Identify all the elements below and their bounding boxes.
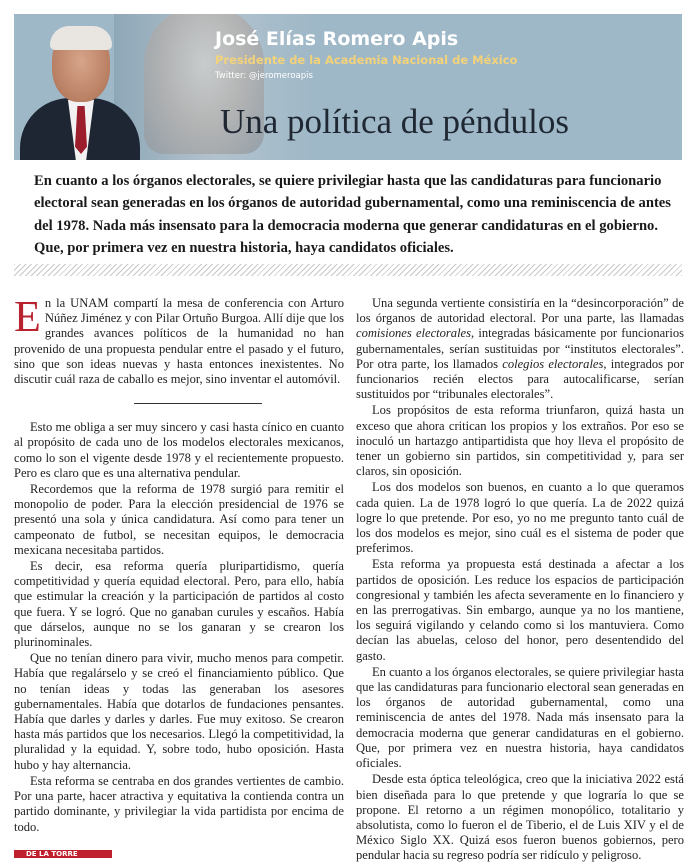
author-twitter-handle: Twitter: @jeromeroapis <box>215 71 313 81</box>
drop-cap: E <box>14 292 41 341</box>
hatch-divider <box>14 264 682 276</box>
paragraph: Desde esta óptica teleológica, creo que la iniciativa 2022 está bien diseñada para lo que pretende y que lograría lo que se propone. El retorno a un régimen monopólico, totalitario y absolutista, como lo fueron el de Tiberio, el de Luis XIV y el de México Siglo XX. Quizá esos fueron buenos gobiernos, pero pendular hacia su regreso podría ser ridículo y peligroso. <box>356 772 684 863</box>
paragraph: Es decir, esa reforma quería pluripartidismo, quería competitividad y quería equidad electoral. Pero, para ello, había que estimular la creación y la participación de partidos al costo que fuera. Y se logró. Que no ganaban curules y escaños. Había que dárselos, aunque no se los ganaran y se crearon los plurinominales. <box>14 559 344 650</box>
section-tag: DE LA TORRE <box>14 850 112 858</box>
paragraph: Esta reforma ya propuesta está destinada a afectar a los partidos de oposición. Les reduce los espacios de participación congresional y también les afecta severamente en lo financiero y en las prerrogativas. Sin embargo, aunque ya no los mantiene, los seguirá vigilando y celando como si los mantuviera. Como decían las abuelas, celoso del honor, pero desentendido del gasto. <box>356 557 684 663</box>
paragraph: Esta reforma se centraba en dos grandes vertientes de cambio. Por una parte, hacer atractiva y equitativa la contienda contra un partido dominante, y privilegiar la vida partidista por encima de todo. <box>14 773 344 834</box>
section-rule <box>134 403 262 404</box>
paragraph: En la UNAM compartí la mesa de conferencia con Arturo Núñez Jiménez y con Pilar Ortuño Burgoa. Allí dije que los grandes avances políticos de la humanidad no han provenido de una propuesta pendular entre el pasado y el futuro, sino que son ideas nuevas y hasta entonces inexistentes. No discutir cuál raza de caballo es mejor, sino inventar el automóvil. <box>14 292 344 387</box>
paragraph: Los dos modelos son buenos, en cuanto a lo que queramos cada quien. La de 1978 logró lo que quería. La de 2022 quizá logre lo que pretende. Por eso, yo no me pregunto tanto cuál de los dos modelos es mejor, sino cuál es el sistema de poder que preferimos. <box>356 480 684 556</box>
paragraph: Los propósitos de esta reforma triunfaron, quizá hasta un exceso que ahora critican los propios y los extraños. Por eso se inoculó un hartazgo antipartidista que hoy lleva el propósito de tener un gobierno sin partidos, sin competitividad y, para ser claros, sin oposición. <box>356 403 684 479</box>
article-title: Una política de péndulos <box>220 102 569 141</box>
author-photo <box>20 24 140 160</box>
author-role: Presidente de la Academia Nacional de México <box>215 53 518 67</box>
article-header <box>14 14 682 160</box>
paragraph: En cuanto a los órganos electorales, se quiere privilegiar hasta que las candidaturas para funcionario electoral sean generadas en los órganos de autoridad gubernamental, como una reminiscencia de antes del 1978. Nada más insensato para la democracia moderna que generar candidaturas en el gobierno. Que, por primera vez en nuestra historia, haya candidatos oficiales. <box>356 664 684 771</box>
paragraph: Recordemos que la reforma de 1978 surgió para remitir el monopolio de poder. Para la elección presidencial de 1976 se presentó una sola y única candidatura. Así como para tener un campeonato de futbol, se necesitan equipos, le democracia mexicana necesitaba partidos. <box>14 482 344 557</box>
paragraph: Esto me obliga a ser muy sincero y casi hasta cínico en cuanto al propósito de cada uno de los modelos electorales mexicanos, como lo son el vigente desde 1978 y el recientemente propuesto. Pero es claro que es una alternativa pendular. <box>14 420 344 480</box>
lead-paragraph: En cuanto a los órganos electorales, se quiere privilegiar hasta que las candidaturas para funcionario electoral sean generadas en los órganos de autoridad gubernamental, como una reminiscencia de antes del 1978. Nada más insensato para la democracia moderna que generar candidaturas en el gobierno. Que, por primera vez en nuestra historia, haya candidatos oficiales. <box>34 173 671 256</box>
paragraph: Que no tenían dinero para vivir, mucho menos para competir. Había que regalárselo y se creó el financiamiento público. Que no tenían ideas y todas las generaban los asesores gubernamentales. Había que dotarlos de fundaciones pensantes. Había que darles y darles y darles. Fue muy exitoso. Se crearon hasta más partidos que los necesarios. Llegó la competitividad, la pluralidad y la equidad. Y, sobre todo, hubo oposición. Hasta hubo y hay alternancia. <box>14 651 344 772</box>
right-column <box>356 296 684 865</box>
author-name: José Elías Romero Apis <box>215 28 459 50</box>
paragraph: Una segunda vertiente consistiría en la “desincorporación” de los órganos de autoridad electoral. Por una parte, las llamadas comisiones electorales, integradas básicamente por funcionarios gubernamentales, serían sustituidas por “institutos electorales”. Por otra parte, los llamados colegios electorales, integrados por funcionarios recién electos para autocalificarse, serían sustituidos por “tribunales electorales”. <box>356 296 684 402</box>
left-column <box>14 292 344 836</box>
